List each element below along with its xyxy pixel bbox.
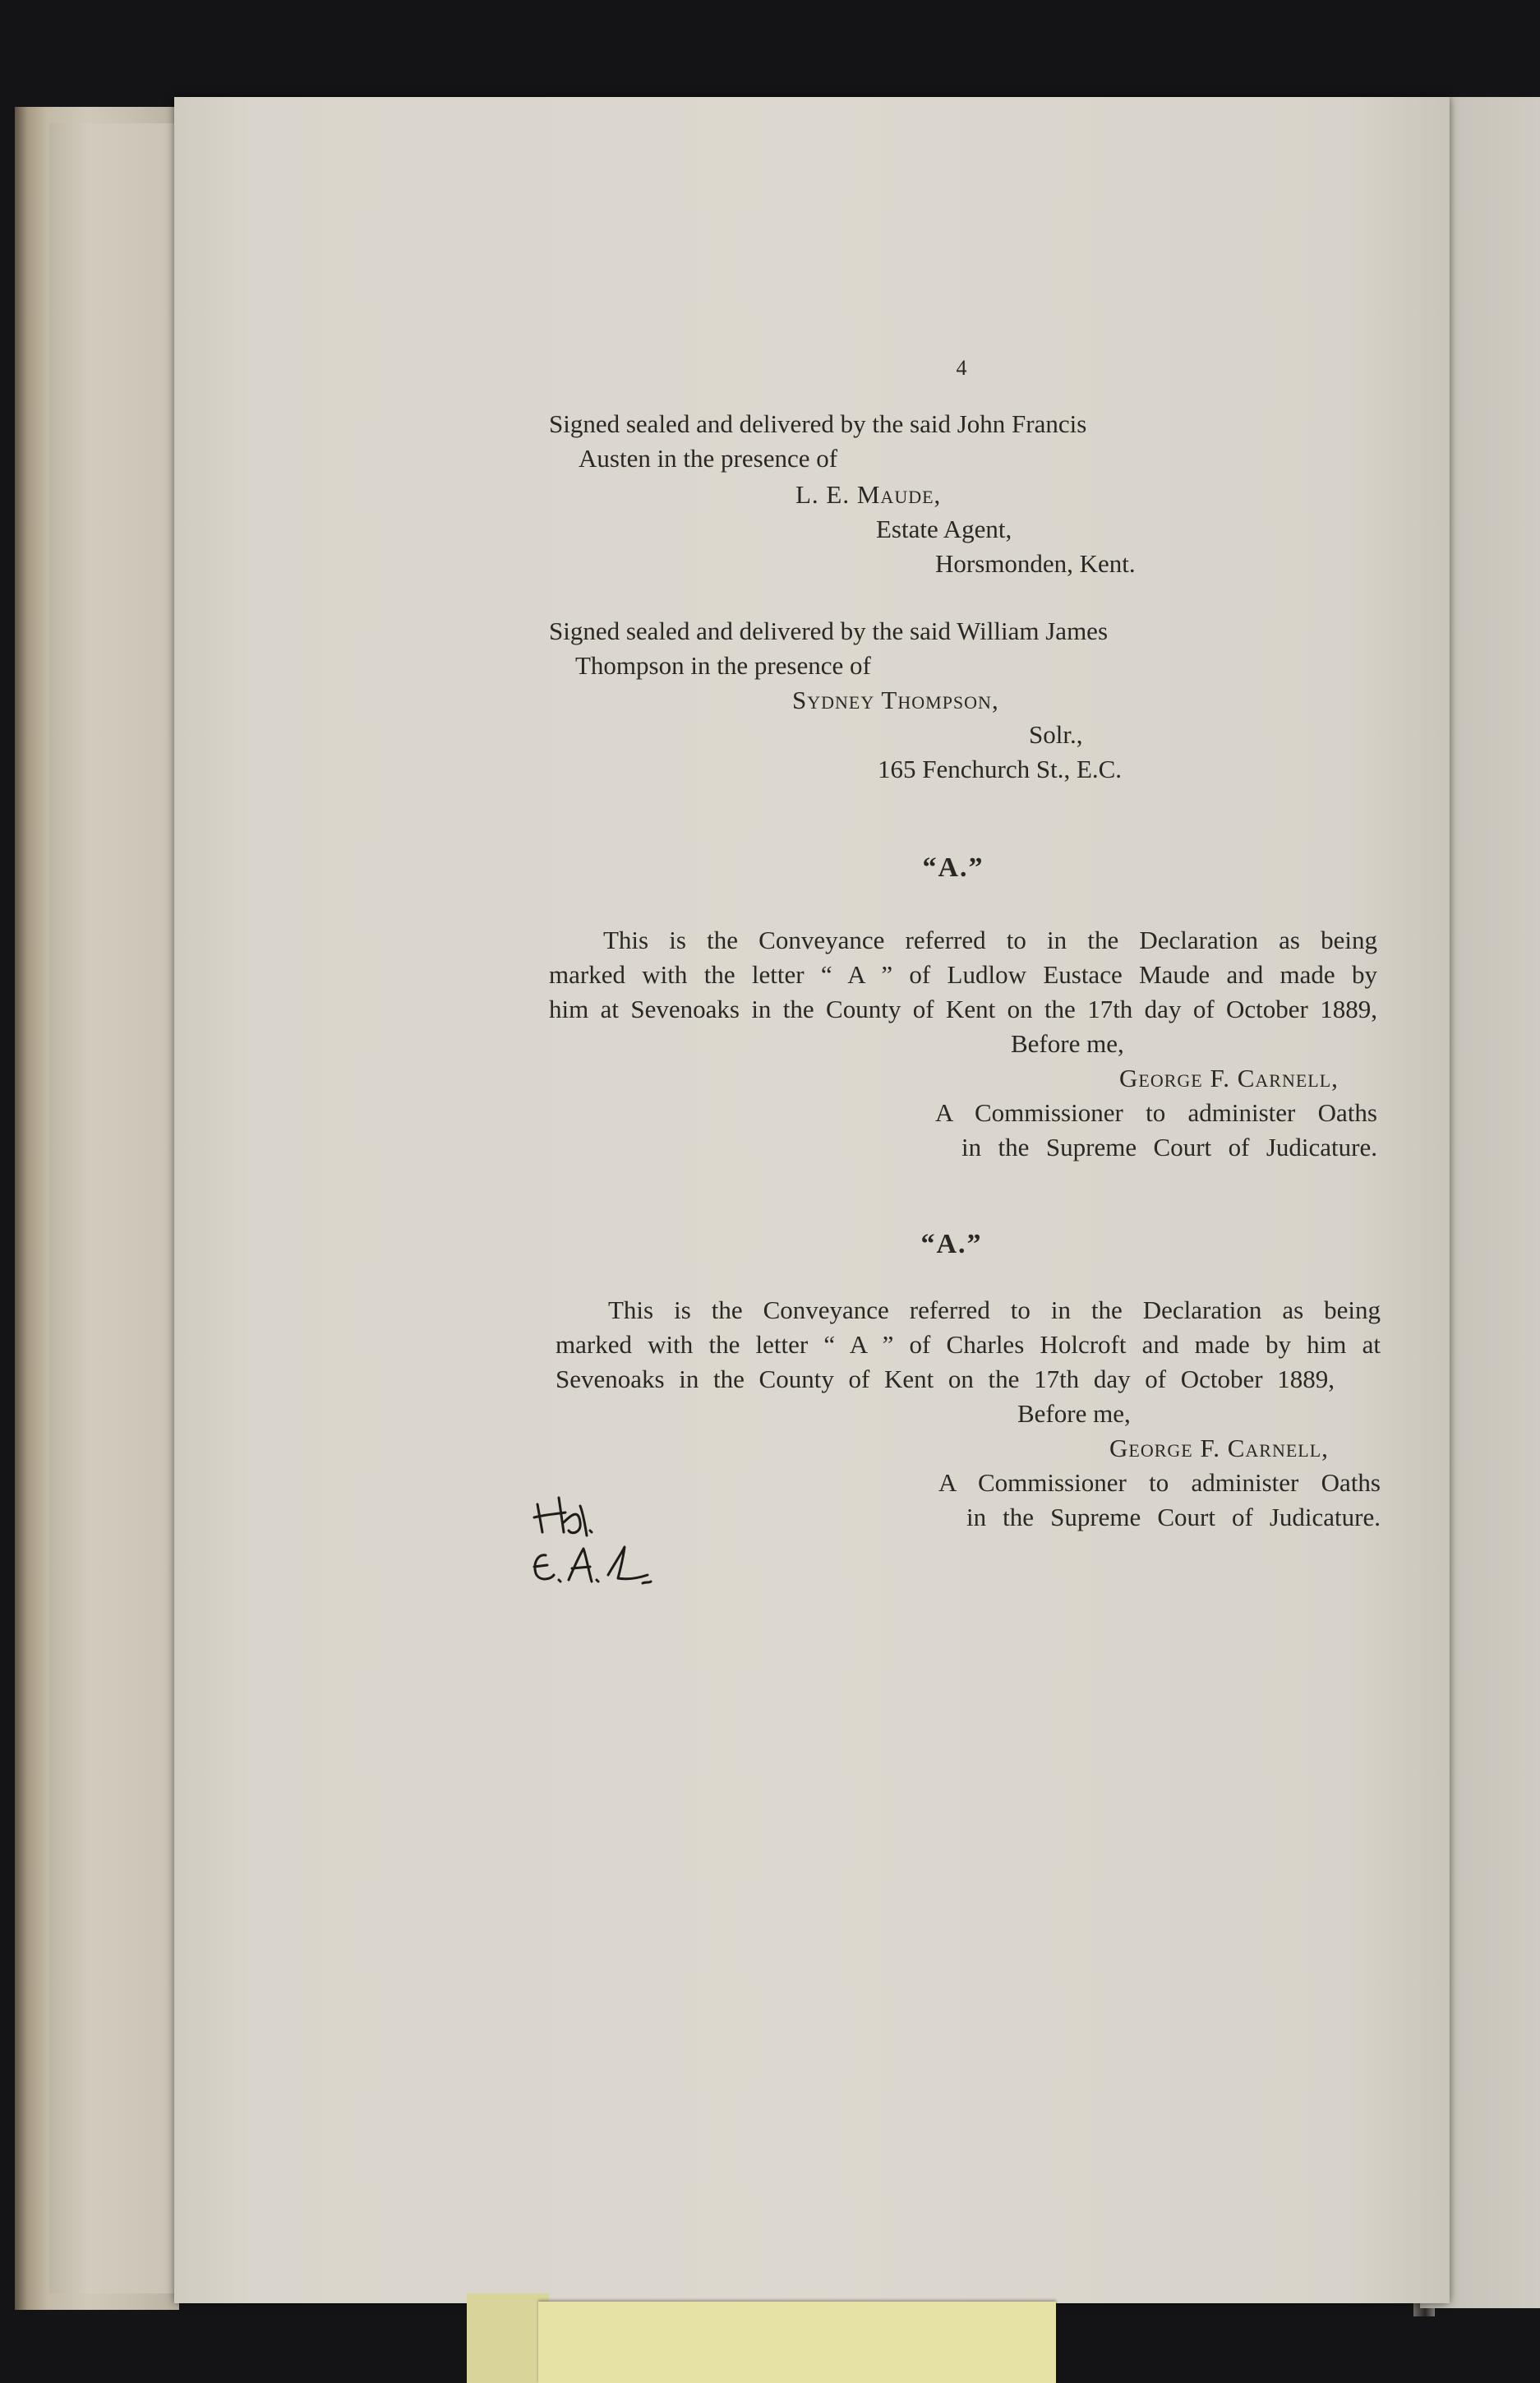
sticky-note (538, 2302, 1056, 2383)
exhibit-1-heading: “A.” (922, 852, 984, 883)
attestation-2-witness-address: 165 Fenchurch St., E.C. (878, 755, 1123, 783)
exhibit-1-title1: A Commissioner to administer Oaths (935, 1098, 1377, 1127)
attestation-1-witness-title: Estate Agent, (876, 515, 1012, 543)
exhibit-1-commissioner: George F. Carnell, (1119, 1064, 1339, 1092)
attestation-1-witness-address: Horsmonden, Kent. (935, 549, 1136, 578)
attestation-1-line2: Austen in the presence of (579, 444, 838, 473)
exhibit-2-commissioner: George F. Carnell, (1109, 1434, 1329, 1462)
sticky-note-back (467, 2293, 549, 2383)
handwritten-initials-signature (523, 1489, 671, 1596)
exhibit-2-line3: Sevenoaks in the County of Kent on the 17th day of October 1889, (556, 1365, 1335, 1393)
page-number: 4 (956, 356, 967, 380)
exhibit-1-line3: him at Sevenoaks in the County of Kent on the 17th day of October 1889, (549, 995, 1377, 1023)
exhibit-2-line1: This is the Conveyance referred to in the Declaration as being (608, 1295, 1381, 1324)
exhibit-1-before: Before me, (1011, 1029, 1124, 1058)
attestation-1-witness-name: L. E. Maude, (795, 480, 942, 509)
exhibit-2-before: Before me, (1017, 1399, 1131, 1428)
exhibit-2-title2: in the Supreme Court of Judicature. (966, 1503, 1381, 1531)
attestation-2-witness-title: Solr., (1029, 720, 1083, 749)
exhibit-2-line2: marked with the letter “ A ” of Charles Holcroft and made by him at (556, 1330, 1381, 1359)
exhibit-1-title2: in the Supreme Court of Judicature. (961, 1133, 1377, 1161)
attestation-2-witness-name: Sydney Thompson, (792, 686, 999, 714)
exhibit-2-heading: “A.” (920, 1229, 983, 1259)
page-stack-edge-inner (49, 123, 181, 2293)
attestation-1-line1: Signed sealed and delivered by the said John Francis (549, 409, 1087, 438)
attestation-2-line1: Signed sealed and delivered by the said William James (549, 617, 1109, 645)
exhibit-2-title1: A Commissioner to administer Oaths (938, 1468, 1381, 1497)
exhibit-1-line2: marked with the letter “ A ” of Ludlow Eustace Maude and made by (549, 960, 1377, 989)
exhibit-1-line1: This is the Conveyance referred to in the Declaration as being (603, 926, 1377, 954)
attestation-2-line2: Thompson in the presence of (575, 651, 871, 680)
